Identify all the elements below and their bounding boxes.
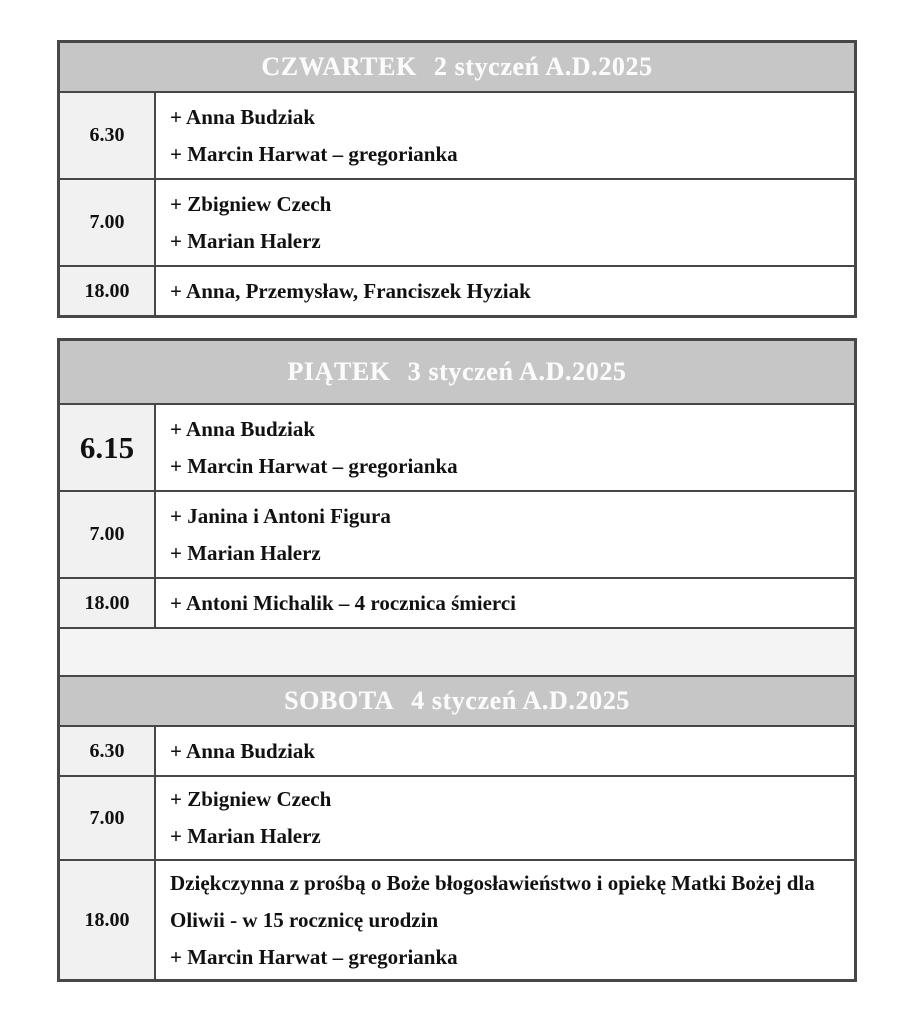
empty-row [60,627,854,675]
table-header-czwartek [60,43,854,91]
date-label: 3 styczeń A.D.2025 [407,357,627,386]
intentions-cell [156,180,854,265]
intentions-cell [156,267,854,315]
time-cell: 7.00 [60,180,156,265]
schedule-row [60,265,854,315]
intentions-cell [156,861,854,979]
mass-intentions-document [57,40,857,982]
intentions-cell [156,727,854,775]
time-cell: 7.00 [60,777,156,859]
time-cell: 6.30 [60,727,156,775]
date-label: 2 styczeń A.D.2025 [433,52,653,81]
table-header-piatek [60,341,854,403]
intention-line: + Anna Budziak [170,738,316,763]
schedule-row [60,490,854,577]
table-header-sobota [60,675,854,725]
intentions-cell [156,405,854,490]
intention-line: + Zbigniew Czech [170,191,332,216]
intentions-cell [156,777,854,859]
schedule-row [60,178,854,265]
intentions-cell [156,93,854,178]
time-cell: 18.00 [60,861,156,979]
intention-line: + Marcin Harwat – gregorianka [170,141,458,166]
time-cell: 6.15 [60,405,156,490]
intentions-cell [156,492,854,577]
intention-line: + Anna Budziak [170,416,316,441]
intention-line: + Marian Halerz [170,824,321,848]
intention-line: + Anna Budziak [170,104,316,129]
intention-line: + Marian Halerz [170,540,321,565]
schedule-table-czwartek [57,40,857,318]
intention-line: + Marcin Harwat – gregorianka [170,453,458,478]
intention-line: + Marcin Harwat – gregorianka [170,944,458,969]
intention-line: Dziękczynna z prośbą o Boże błogosławieństwo i opiekę Matki Bożej dla Oliwii - w 15 rocznicę urodzin [170,870,815,932]
time-cell: 18.00 [60,267,156,315]
schedule-row [60,403,854,490]
time-cell: 6.30 [60,93,156,178]
intention-line: + Antoni Michalik – 4 rocznica śmierci [170,590,516,615]
day-name: CZWARTEK [261,52,417,81]
date-label: 4 styczeń A.D.2025 [411,686,630,715]
day-name: PIĄTEK [287,357,391,386]
intention-line: + Anna, Przemysław, Franciszek Hyziak [170,278,531,303]
schedule-table-piatek-sobota [57,338,857,982]
intention-line: + Marian Halerz [170,228,321,253]
schedule-row [60,577,854,627]
schedule-row [60,859,854,979]
time-cell: 7.00 [60,492,156,577]
intention-line: + Zbigniew Czech [170,787,332,811]
schedule-row [60,91,854,178]
time-cell: 18.00 [60,579,156,627]
schedule-row [60,775,854,859]
intention-line: + Janina i Antoni Figura [170,503,391,528]
schedule-row [60,725,854,775]
intentions-cell [156,579,854,627]
day-name: SOBOTA [284,686,395,715]
